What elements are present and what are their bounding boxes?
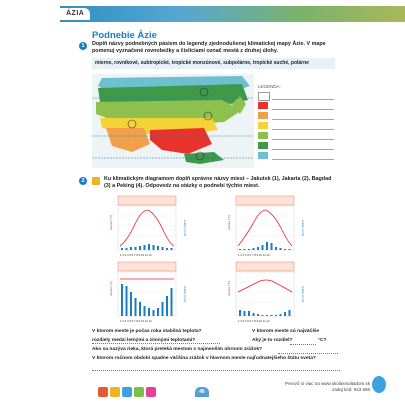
legend-answer-line[interactable] xyxy=(272,109,334,110)
task-number-2: 2 xyxy=(79,177,87,185)
rain-axis-label: zrážky [mm] xyxy=(183,220,187,237)
temp-axis-label: teplota [°C] xyxy=(227,281,231,296)
header-banner xyxy=(60,6,405,22)
climate-diagram-2 xyxy=(226,196,304,258)
climate-diagram-4 xyxy=(226,262,304,324)
legend-row xyxy=(258,122,336,131)
logo-block xyxy=(134,387,144,397)
rain-axis-label: zrážky [mm] xyxy=(183,286,187,303)
task-number-1: 1 xyxy=(79,42,87,50)
legend-swatch-1 xyxy=(258,102,268,109)
word-bank: mierne, rovníkové, subtropické, tropické monzúnové, subpolárne, tropické suché, polárne xyxy=(92,58,335,69)
question-2b: rozdiely medzi letnými a zimnými teplotami? xyxy=(92,338,196,343)
footer-text xyxy=(262,381,370,392)
month-axis: 1 2 3 4 5 6 7 8 9 10 11 12 xyxy=(120,253,152,257)
section-tab: ÁZIA xyxy=(60,8,90,20)
legend-row xyxy=(258,102,336,111)
legend-answer-line[interactable] xyxy=(272,99,334,100)
legend-swatch-4 xyxy=(258,132,268,139)
question-3: Aký je to rozdiel? xyxy=(252,338,293,343)
pencil-icon xyxy=(92,177,100,185)
page-number: 46 xyxy=(195,387,209,397)
climate-diagram-3 xyxy=(108,262,186,324)
question-4: Ako sa nazýva rieka, ktorá preteká mestom s najmenším úhrnom zrážok? xyxy=(92,347,263,352)
answer-line-4[interactable] xyxy=(278,353,338,354)
month-axis: 1 2 3 4 5 6 7 8 9 10 11 12 xyxy=(238,253,270,257)
legend-answer-line[interactable] xyxy=(272,149,334,150)
map-graphic xyxy=(92,74,254,168)
legend-swatch-0 xyxy=(258,92,270,101)
footer-line-1: Precvič si viac na www.skolasmaltadom.sk xyxy=(284,381,370,386)
city-name-box[interactable] xyxy=(236,196,294,205)
legend-row xyxy=(258,142,336,151)
task-2-text: Ku klimatickým diagramom doplň správne názvy miest – Jakutsk (1), Jakarta (2), Bagdad (3) a Peking (4). Odpovedz na otázky o podnebí týchto miest. xyxy=(104,176,332,189)
answer-line-5[interactable] xyxy=(92,370,340,371)
legend-row xyxy=(258,112,336,121)
rain-axis-label: zrážky [mm] xyxy=(301,220,305,237)
legend-swatch-6 xyxy=(258,152,268,159)
rain-axis-label: zrážky [mm] xyxy=(301,286,305,303)
question-1: V ktorom meste je počas roka stabilná teplota? xyxy=(92,329,202,334)
legend-swatch-3 xyxy=(258,122,268,129)
balloon-icon xyxy=(372,376,386,393)
city-name-box[interactable] xyxy=(118,262,176,271)
answer-line-3[interactable] xyxy=(290,344,316,345)
legend-answer-line[interactable] xyxy=(272,119,334,120)
city-name-box[interactable] xyxy=(118,196,176,205)
legend-row xyxy=(258,132,336,141)
legend-swatch-5 xyxy=(258,142,268,149)
asia-climate-map xyxy=(92,74,254,168)
legend-title: LEGENDA: xyxy=(258,84,281,89)
question-2a: V ktorom meste sú najväčšie xyxy=(252,329,320,334)
temp-axis-label: teplota [°C] xyxy=(109,281,113,296)
unit-celsius: °C? xyxy=(318,338,327,343)
legend-row xyxy=(258,92,336,101)
legend-swatch-2 xyxy=(258,112,268,119)
legend-row xyxy=(258,152,336,161)
logo-block xyxy=(98,387,108,397)
logo-block xyxy=(146,387,156,397)
month-axis: 1 2 3 4 5 6 7 8 9 10 11 12 xyxy=(120,319,152,323)
temp-axis-label: teplota [°C] xyxy=(227,215,231,230)
month-axis: 1 2 3 4 5 6 7 8 9 10 11 12 xyxy=(238,319,270,323)
footer-line-2: zadaj kód: 943 656 xyxy=(331,386,370,392)
legend-answer-line[interactable] xyxy=(272,129,334,130)
temp-axis-label: teplota [°C] xyxy=(109,215,113,230)
legend-answer-line[interactable] xyxy=(272,159,334,160)
page-title: Podnebie Ázie xyxy=(92,30,157,41)
climate-diagram-1 xyxy=(108,196,186,258)
question-5: V ktorom ročnom období spadne väčšina zrážok v hlavnom meste najľudnatejšieho štátu sveta? xyxy=(92,356,316,361)
map-legend xyxy=(258,84,336,164)
city-name-box[interactable] xyxy=(236,262,294,271)
legend-answer-line[interactable] xyxy=(272,139,334,140)
logo-block xyxy=(122,387,132,397)
task-1-text: Doplň názvy podnebných pásiem do legendy zjednodušenej klimatickej mapy Ázie. V mape pomenuj vyznačené rovnobežky a čísliciami označ mestá z druhej úlohy. xyxy=(92,41,326,54)
logo-block xyxy=(110,387,120,397)
